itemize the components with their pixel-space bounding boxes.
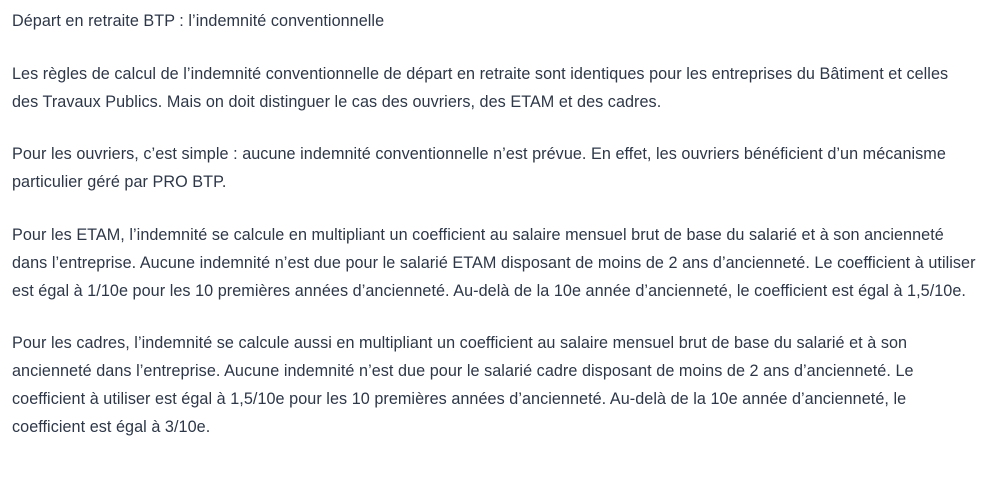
paragraph-intro: Les règles de calcul de l’indemnité conventionnelle de départ en retraite sont identiques pour les entreprises du Bâtiment et celles des Travaux Publics. Mais on doit distinguer le cas des ouvriers, des ETAM et des cadres. <box>12 64 949 111</box>
paragraph-etam: Pour les ETAM, l’indemnité se calcule en multipliant un coefficient au salaire mensuel brut de base du salarié et à son ancienneté dans l’entreprise. Aucune indemnité n’est due pour le salarié ETAM disposant de moins de 2 ans d’ancienneté. Le coefficient à utiliser est égal à 1/10e pour les 10 premières années d’ancienneté. Au-delà de la 10e année d’ancienneté, le coefficient est égal à 1,5/10e. <box>12 225 976 300</box>
paragraph-cadres: Pour les cadres, l’indemnité se calcule aussi en multipliant un coefficient au salaire mensuel brut de base du salarié et à son ancienneté dans l’entreprise. Aucune indemnité n’est due pour le salarié cadre disposant de moins de 2 ans d’ancienneté. Le coefficient à utiliser est égal à 1,5/10e pour les 10 premières années d’ancienneté. Au-delà de la 10e année d’ancienneté, le coefficient est égal à 3/10e. <box>12 334 914 436</box>
document-title: Départ en retraite BTP : l’indemnité conventionnelle <box>12 12 385 30</box>
paragraph-ouvriers: Pour les ouvriers, c’est simple : aucune indemnité conventionnelle n’est prévue. En effet, les ouvriers bénéficient d’un mécanisme particulier géré par PRO BTP. <box>12 145 946 192</box>
